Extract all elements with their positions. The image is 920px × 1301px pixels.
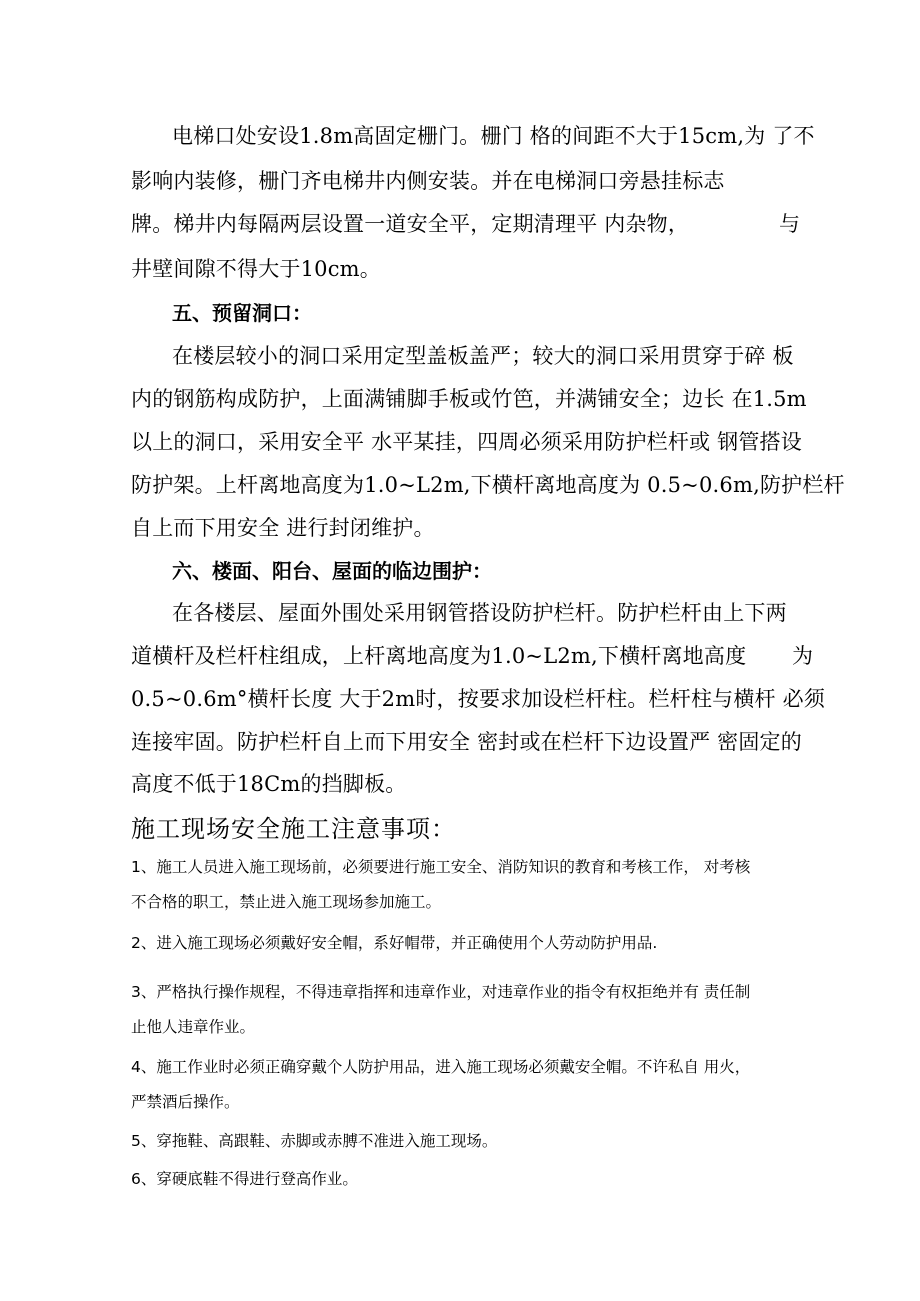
elevator-paragraph-line-1: 电梯口处安设1.8m高固定栅门。栅门 格的间距不大于15cm,为 了不 (172, 124, 815, 148)
section-5-heading: 五、预留洞口： (172, 301, 312, 325)
section-6-line-4: 连接牢固。防护栏杆自上而下用安全 密封或在栏杆下边设置严 密固定的 (131, 730, 802, 754)
safety-note-4-line-2: 严禁酒后操作。 (131, 1093, 240, 1111)
safety-note-1-line-1: 1、施工人员进入施工现场前，必须要进行施工安全、消防知识的教育和考核工作， 对考核 (131, 858, 751, 876)
section-5-line-3: 以上的洞口，采用安全平 水平某挂，四周必须采用防护栏杆或 钢管搭设 (131, 430, 802, 454)
section-6-heading: 六、楼面、阳台、屋面的临边围护： (172, 559, 492, 583)
section-5-line-2: 内的钢筋构成防护，上面满铺脚手板或竹笆，并满铺安全；边长 在1.5m (131, 387, 807, 411)
safety-note-6: 6、穿硬底鞋不得进行登高作业。 (131, 1170, 358, 1188)
safety-note-3-line-1: 3、严格执行操作规程，不得违章指挥和违章作业，对违章作业的指令有权拒绝并有 责任制 (131, 983, 751, 1001)
safety-note-3-line-2: 止他人违章作业。 (131, 1018, 256, 1036)
safety-note-5: 5、穿拖鞋、高跟鞋、赤脚或赤膊不准进入施工现场。 (131, 1132, 498, 1150)
elevator-paragraph-line-2: 影响内装修，栅门齐电梯井内侧安装。并在电梯洞口旁悬挂标志 (131, 169, 725, 193)
elevator-paragraph-line-3-end: 与 (779, 212, 801, 236)
elevator-paragraph-line-3: 牌。梯井内每隔两层设置一道安全平，定期清理平 内杂物， (131, 212, 690, 236)
safety-note-1-line-2: 不合格的职工，禁止进入施工现场参加施工。 (131, 893, 442, 911)
section-5-line-4: 防护架。上杆离地高度为1.0~L2m,下横杆离地高度为 0.5~0.6m,防护栏杆 (131, 473, 845, 497)
section-6-line-2: 道横杆及栏杆柱组成，上杆离地高度为1.0~L2m,下横杆离地高度 (131, 644, 747, 668)
safety-note-4-line-1: 4、施工作业时必须正确穿戴个人防护用品，进入施工现场必须戴安全帽。不许私自 用火， (131, 1058, 751, 1076)
safety-note-2: 2、进入施工现场必须戴好安全帽，系好帽带，并正确使用个人劳动防护用品. (131, 934, 658, 952)
elevator-paragraph-line-4: 井壁间隙不得大于10cm。 (131, 257, 381, 281)
section-6-line-3: 0.5~0.6m°横杆长度 大于2m时，按要求加设栏杆柱。栏杆柱与横杆 必须 (131, 687, 826, 711)
safety-notes-title: 施工现场安全施工注意事项： (131, 815, 456, 843)
section-6-line-1: 在各楼层、屋面外围处采用钢管搭设防护栏杆。防护栏杆由上下两 (172, 601, 787, 625)
section-6-line-2-end: 为 (792, 644, 814, 668)
section-5-line-5: 自上而下用安全 进行封闭维护。 (131, 516, 435, 540)
section-5-line-1: 在楼层较小的洞口采用定型盖板盖严；较大的洞口采用贯穿于碎 板 (172, 344, 794, 368)
section-6-line-5: 高度不低于18Cm的挡脚板。 (131, 772, 407, 796)
